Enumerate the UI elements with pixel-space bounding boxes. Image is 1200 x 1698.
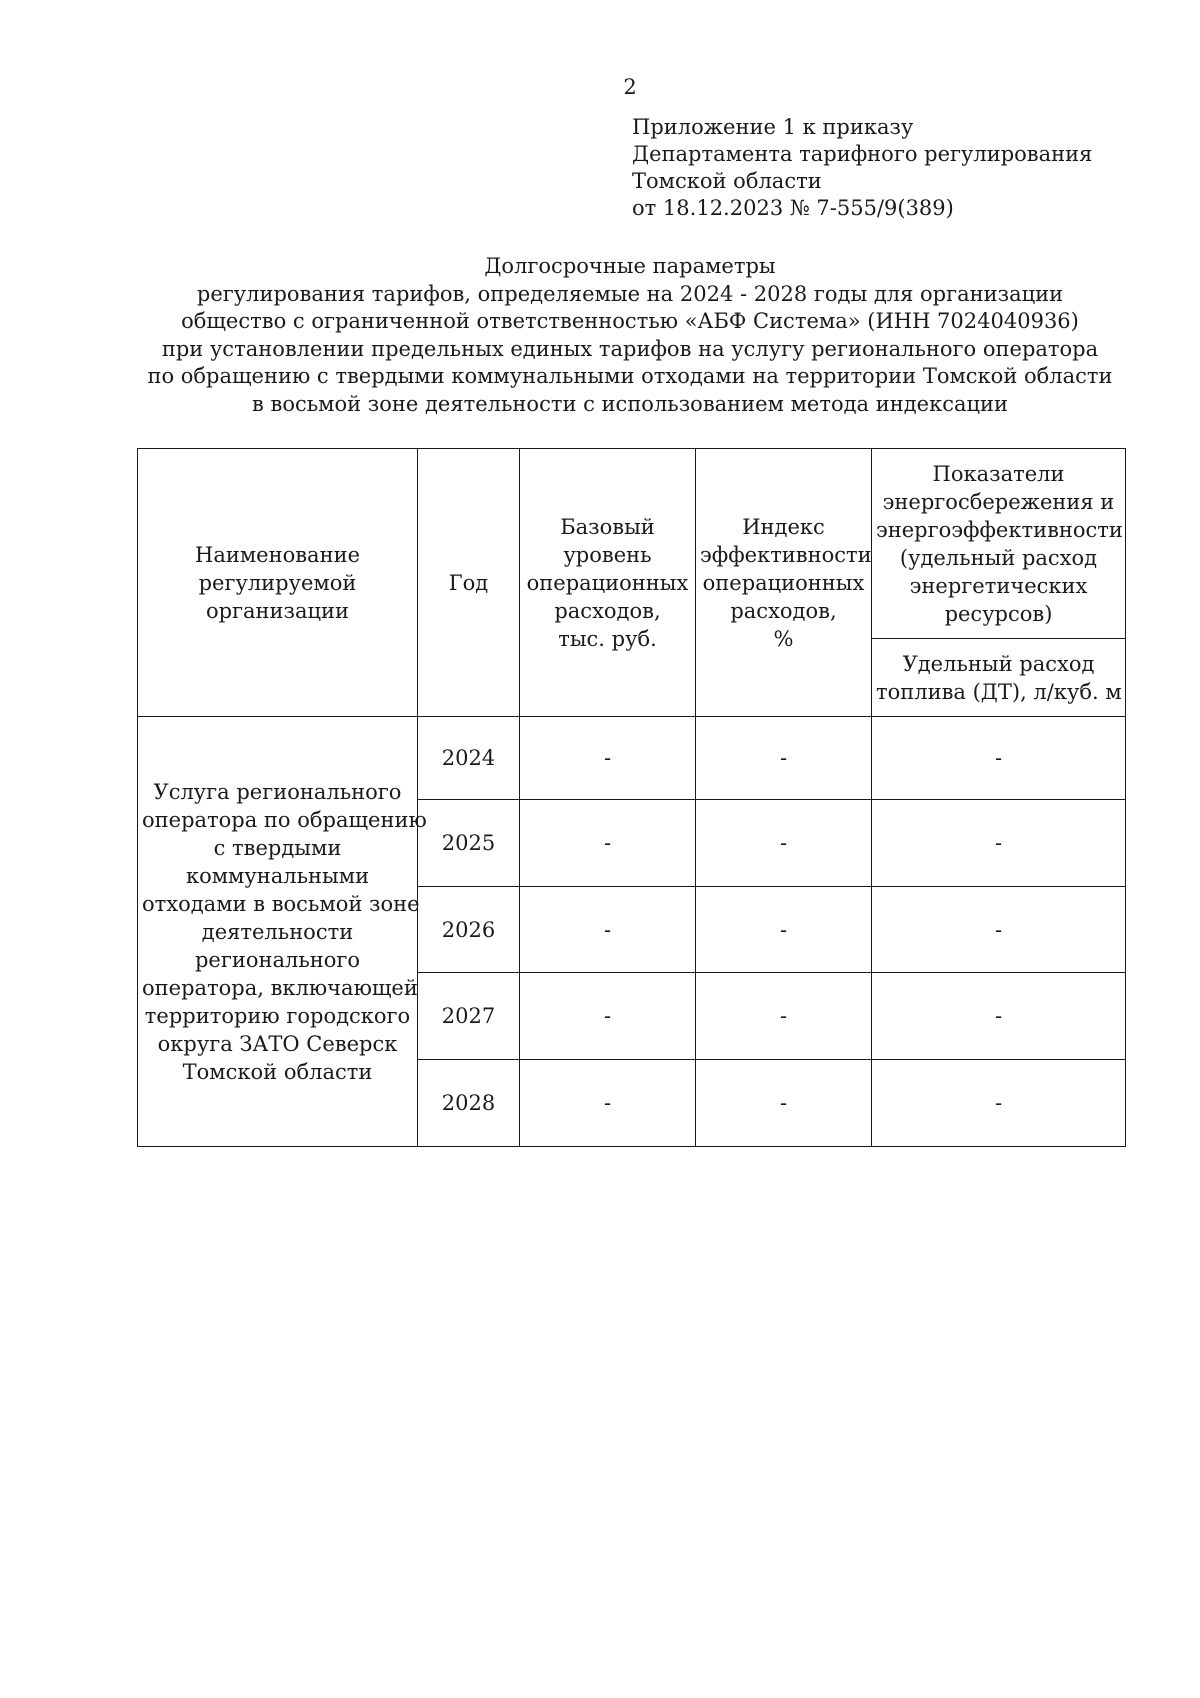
header-fuel-consumption: Удельный расход топлива (ДТ), л/куб. м bbox=[872, 639, 1126, 717]
base-cell: - bbox=[520, 800, 696, 887]
title-line: общество с ограниченной ответственностью «АБФ Система» (ИНН 7024040936) bbox=[181, 309, 1079, 333]
page-number: 2 bbox=[623, 75, 637, 99]
title-line: регулирования тарифов, определяемые на 2024 - 2028 годы для организации bbox=[196, 281, 1064, 306]
header-efficiency-index: Индекс эффективности операционных расходов, % bbox=[696, 449, 872, 717]
header-org-name: Наименование регулируемой организации bbox=[138, 449, 418, 717]
appendix-line: Департамента тарифного регулирования bbox=[632, 142, 1093, 166]
title-line: в восьмой зоне деятельности с использованием метода индексации bbox=[252, 391, 1008, 416]
appendix-line: Томской области bbox=[632, 169, 822, 193]
year-cell: 2027 bbox=[418, 973, 520, 1060]
year-cell: 2025 bbox=[418, 800, 520, 887]
index-cell: - bbox=[696, 717, 872, 800]
appendix-line: от 18.12.2023 № 7-555/9(389) bbox=[632, 196, 954, 220]
header-year: Год bbox=[418, 449, 520, 717]
fuel-cell: - bbox=[872, 717, 1126, 800]
appendix-line: Приложение 1 к приказу bbox=[632, 115, 914, 139]
index-cell: - bbox=[696, 887, 872, 973]
index-cell: - bbox=[696, 973, 872, 1060]
fuel-cell: - bbox=[872, 887, 1126, 973]
year-cell: 2024 bbox=[418, 717, 520, 800]
title-line: Долгосрочные параметры bbox=[484, 254, 776, 278]
base-cell: - bbox=[520, 1060, 696, 1147]
base-cell: - bbox=[520, 887, 696, 973]
year-cell: 2026 bbox=[418, 887, 520, 973]
document-title bbox=[40, 253, 1200, 418]
base-cell: - bbox=[520, 973, 696, 1060]
org-name-cell: Услуга регионального оператора по обращению с твердыми коммунальными отходами в восьмой зоне деятельности регионального оператора, включающей территорию городского округа ЗАТО Северск Томской области bbox=[138, 717, 418, 1147]
table-row bbox=[138, 717, 1126, 800]
fuel-cell: - bbox=[872, 973, 1126, 1060]
fuel-cell: - bbox=[872, 800, 1126, 887]
base-cell: - bbox=[520, 717, 696, 800]
fuel-cell: - bbox=[872, 1060, 1126, 1147]
parameters-table bbox=[137, 448, 1126, 1147]
header-base-level: Базовый уровень операционных расходов, тыс. руб. bbox=[520, 449, 696, 717]
index-cell: - bbox=[696, 800, 872, 887]
index-cell: - bbox=[696, 1060, 872, 1147]
appendix-block bbox=[632, 114, 1092, 222]
title-line: при установлении предельных единых тарифов на услугу регионального оператора bbox=[161, 336, 1099, 361]
title-line: по обращению с твердыми коммунальными отходами на территории Томской области bbox=[147, 364, 1113, 388]
year-cell: 2028 bbox=[418, 1060, 520, 1147]
header-energy-indicators: Показатели энергосбережения и энергоэффективности (удельный расход энергетических ресурсов) bbox=[872, 449, 1126, 639]
